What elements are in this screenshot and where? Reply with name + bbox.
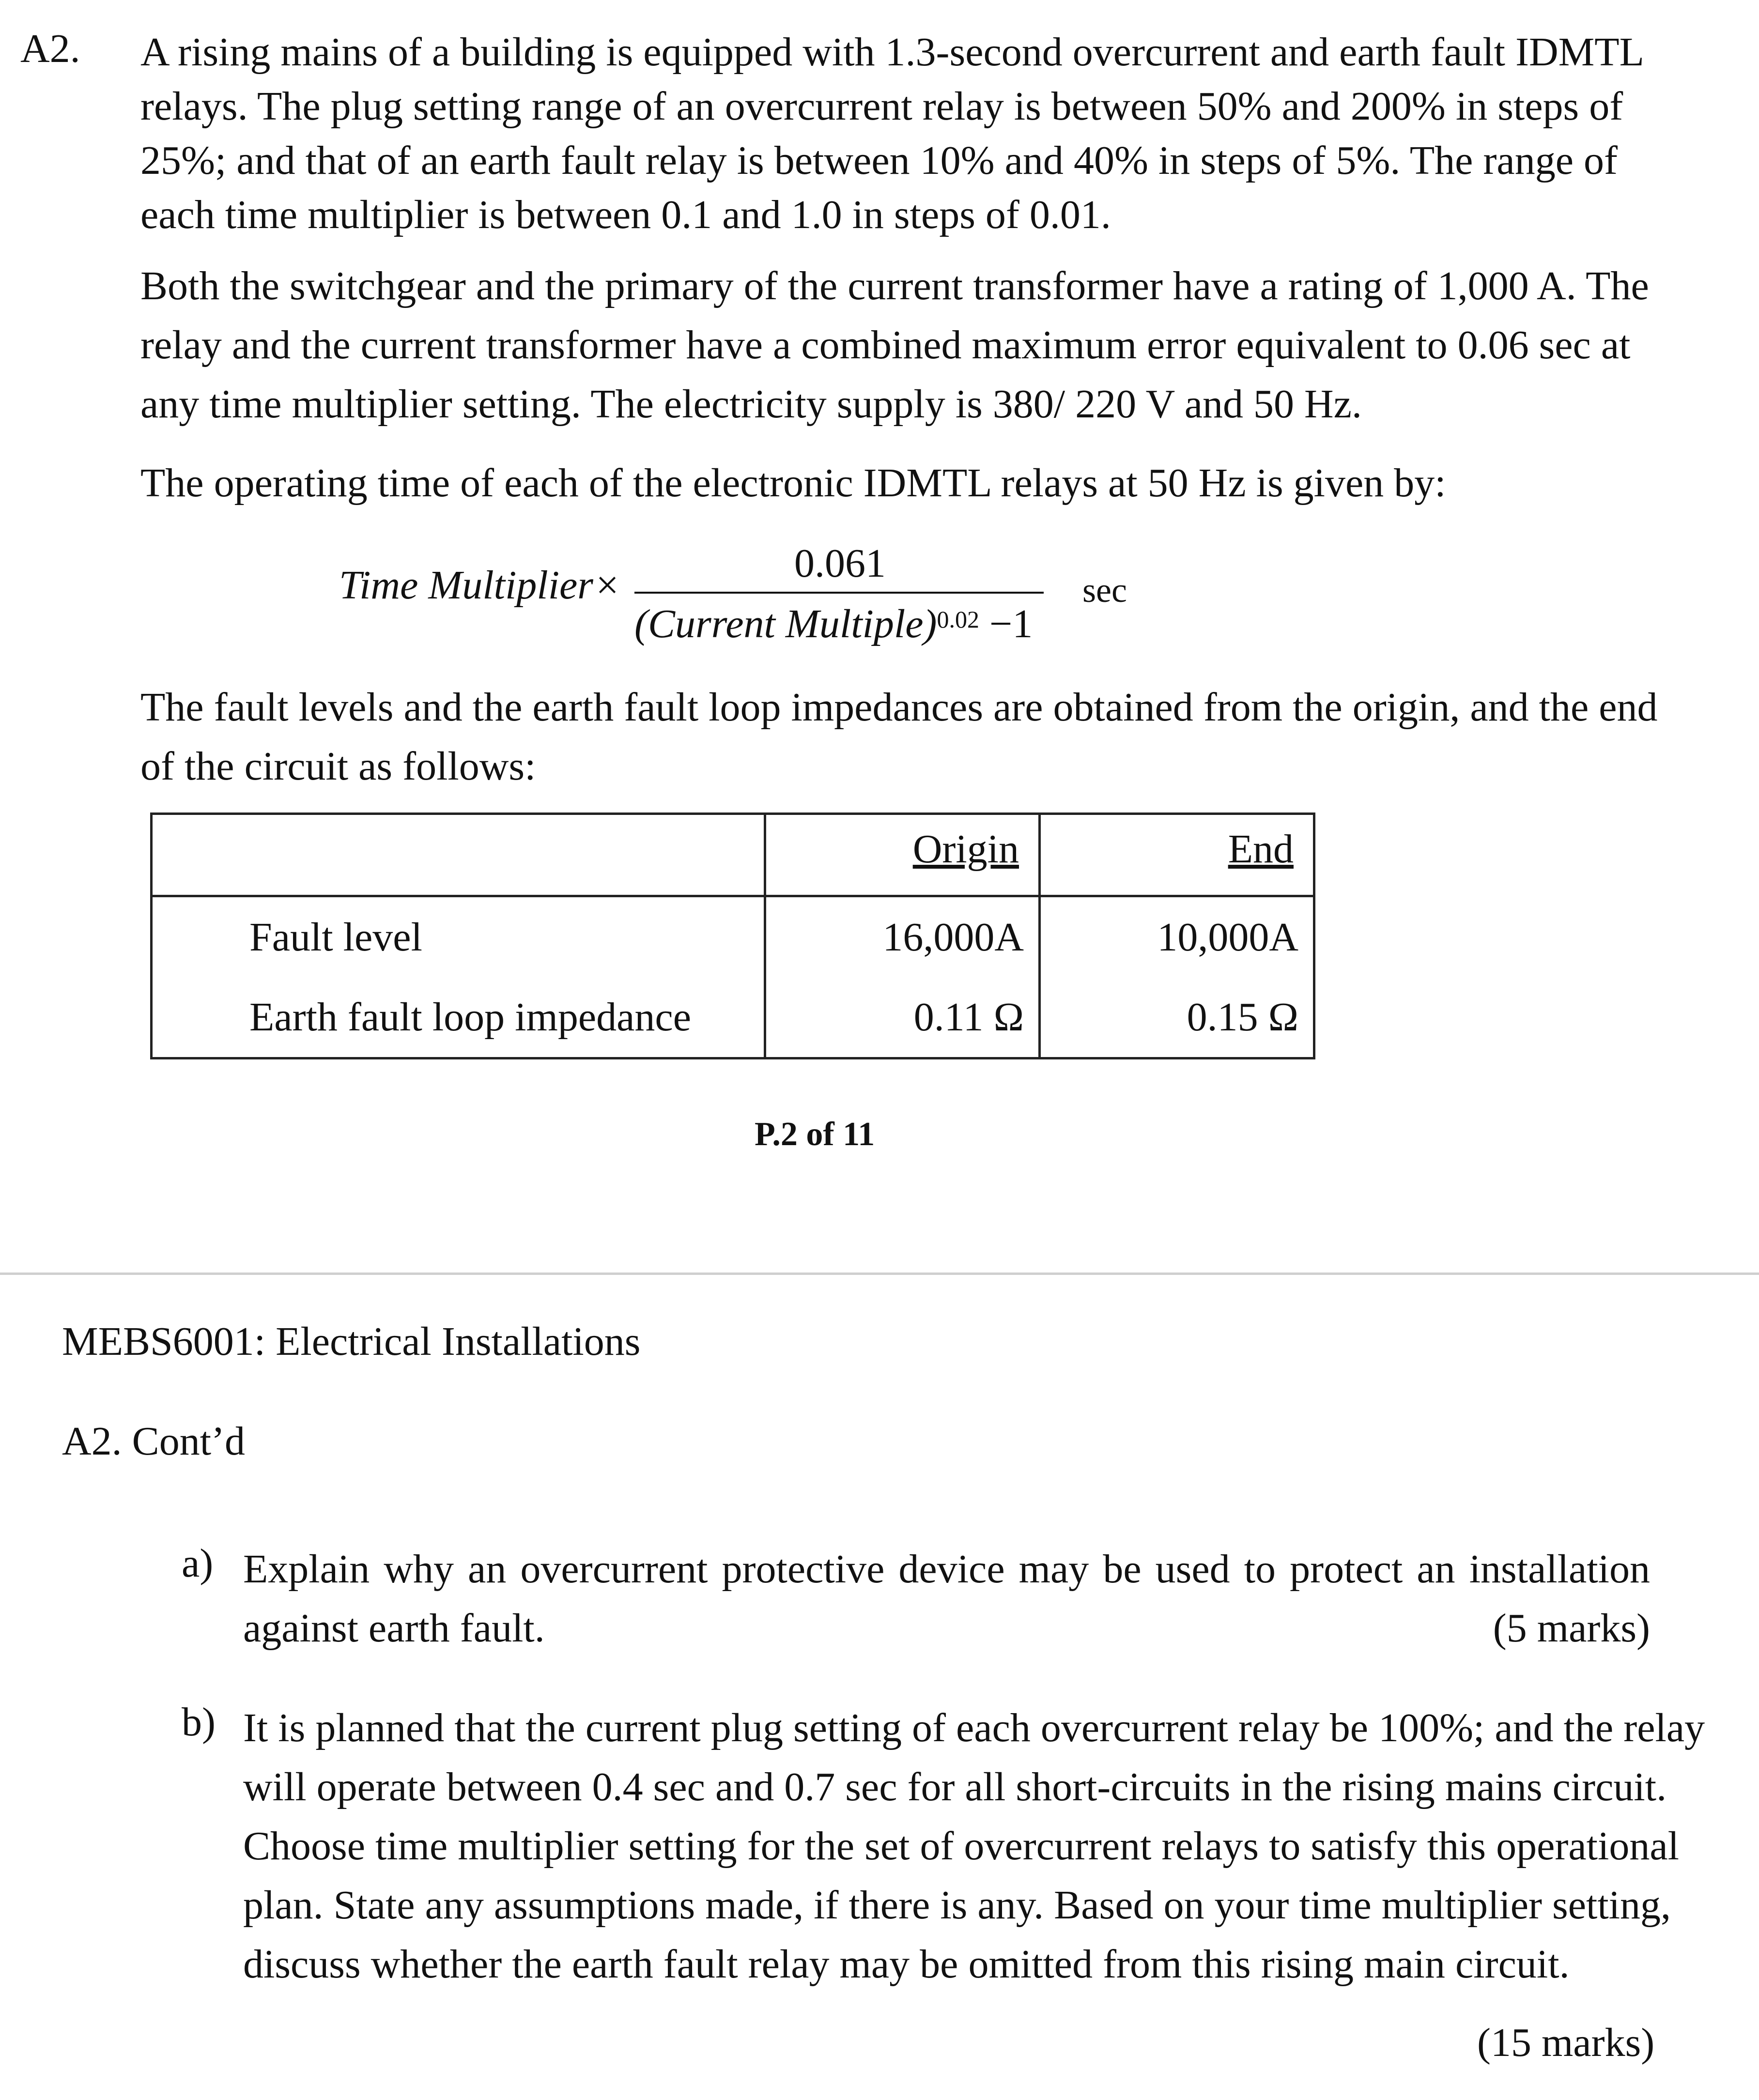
table-header-end: End: [1040, 814, 1314, 896]
fault-table: [150, 812, 1315, 1059]
formula-denominator: [634, 600, 1033, 647]
table-body-row: [152, 896, 1314, 1058]
formula-exponent: 0.02: [937, 606, 979, 633]
part-a-line: against earth fault.: [243, 1606, 545, 1651]
part-a-line: Explain why an overcurrent protective device may be used to protect an installation: [243, 1547, 1650, 1592]
part-a-label: a): [182, 1541, 214, 1586]
intro-line: relays. The plug setting range of an overcurrent relay is between 50% and 200% in steps of: [140, 84, 1623, 129]
part-b-line: It is planned that the current plug setting of each overcurrent relay be 100%; and the relay: [243, 1705, 1705, 1750]
row-label-fault-level: Fault level: [249, 915, 422, 960]
fault-intro-line: of the circuit as follows:: [140, 744, 536, 789]
question-label: A2.: [20, 26, 80, 71]
table-label-cell: [152, 896, 765, 1058]
intro-line: A rising mains of a building is equipped with 1.3-second overcurrent and earth fault IDMTL: [140, 30, 1644, 75]
part-b-marks: (15 marks): [1477, 2020, 1655, 2065]
part-a-marks: (5 marks): [1493, 1606, 1650, 1651]
part-a-line-last: [243, 1599, 1650, 1658]
formula-unit: sec: [1082, 571, 1127, 610]
formula-minus-one: −1: [989, 601, 1033, 646]
formula-numerator: 0.061: [794, 541, 886, 586]
part-b-text: [243, 1699, 1705, 1994]
page-divider: [0, 1272, 1759, 1275]
intro-paragraph: [140, 25, 1644, 242]
part-a-text: [243, 1540, 1650, 1658]
rating-line: Both the switchgear and the primary of the current transformer have a rating of 1,000 A. The: [140, 263, 1649, 308]
table-end-cell: [1040, 896, 1314, 1058]
part-b-line: Choose time multiplier setting for the set of overcurrent relays to satisfy this operational: [243, 1824, 1679, 1869]
fault-intro-paragraph: [140, 678, 1658, 796]
intro-line: 25%; and that of an earth fault relay is between 10% and 40% in steps of 5%. The range of: [140, 138, 1618, 183]
row-label-loop-impedance: Earth fault loop impedance: [249, 995, 691, 1040]
part-b-label: b): [182, 1700, 216, 1745]
operating-time-line: The operating time of each of the electronic IDMTL relays at 50 Hz is given by:: [140, 460, 1446, 506]
origin-loop-impedance: 0.11 Ω: [913, 995, 1024, 1040]
course-title: MEBS6001: Electrical Installations: [62, 1319, 641, 1364]
formula-current-multiple: (Current Multiple): [634, 601, 937, 646]
table-header-empty: [152, 814, 765, 896]
rating-line: any time multiplier setting. The electricity supply is 380/ 220 V and 50 Hz.: [140, 382, 1362, 427]
end-loop-impedance: 0.15 Ω: [1187, 995, 1298, 1040]
page-number: P.2 of 11: [755, 1116, 875, 1153]
part-b-line: discuss whether the earth fault relay may be omitted from this rising main circuit.: [243, 1942, 1570, 1987]
formula-fraction-bar: [634, 592, 1044, 594]
fault-intro-line: The fault levels and the earth fault loop impedances are obtained from the origin, and the end: [140, 685, 1658, 730]
table-header-row: [152, 814, 1314, 896]
end-fault-level: 10,000A: [1157, 915, 1298, 960]
part-b-line: plan. State any assumptions made, if there is any. Based on your time multiplier setting,: [243, 1883, 1671, 1928]
part-b-line: will operate between 0.4 sec and 0.7 sec for all short-circuits in the rising mains circuit.: [243, 1764, 1667, 1809]
formula-time-multiplier: Time Multiplier×: [339, 563, 621, 608]
continued-label: A2. Cont’d: [62, 1419, 245, 1464]
origin-fault-level: 16,000A: [882, 915, 1024, 960]
rating-line: relay and the current transformer have a combined maximum error equivalent to 0.06 sec at: [140, 322, 1631, 368]
table-header-origin: Origin: [765, 814, 1040, 896]
intro-line: each time multiplier is between 0.1 and 1.0 in steps of 0.01.: [140, 192, 1111, 237]
table-origin-cell: [765, 896, 1040, 1058]
rating-paragraph: [140, 257, 1649, 434]
